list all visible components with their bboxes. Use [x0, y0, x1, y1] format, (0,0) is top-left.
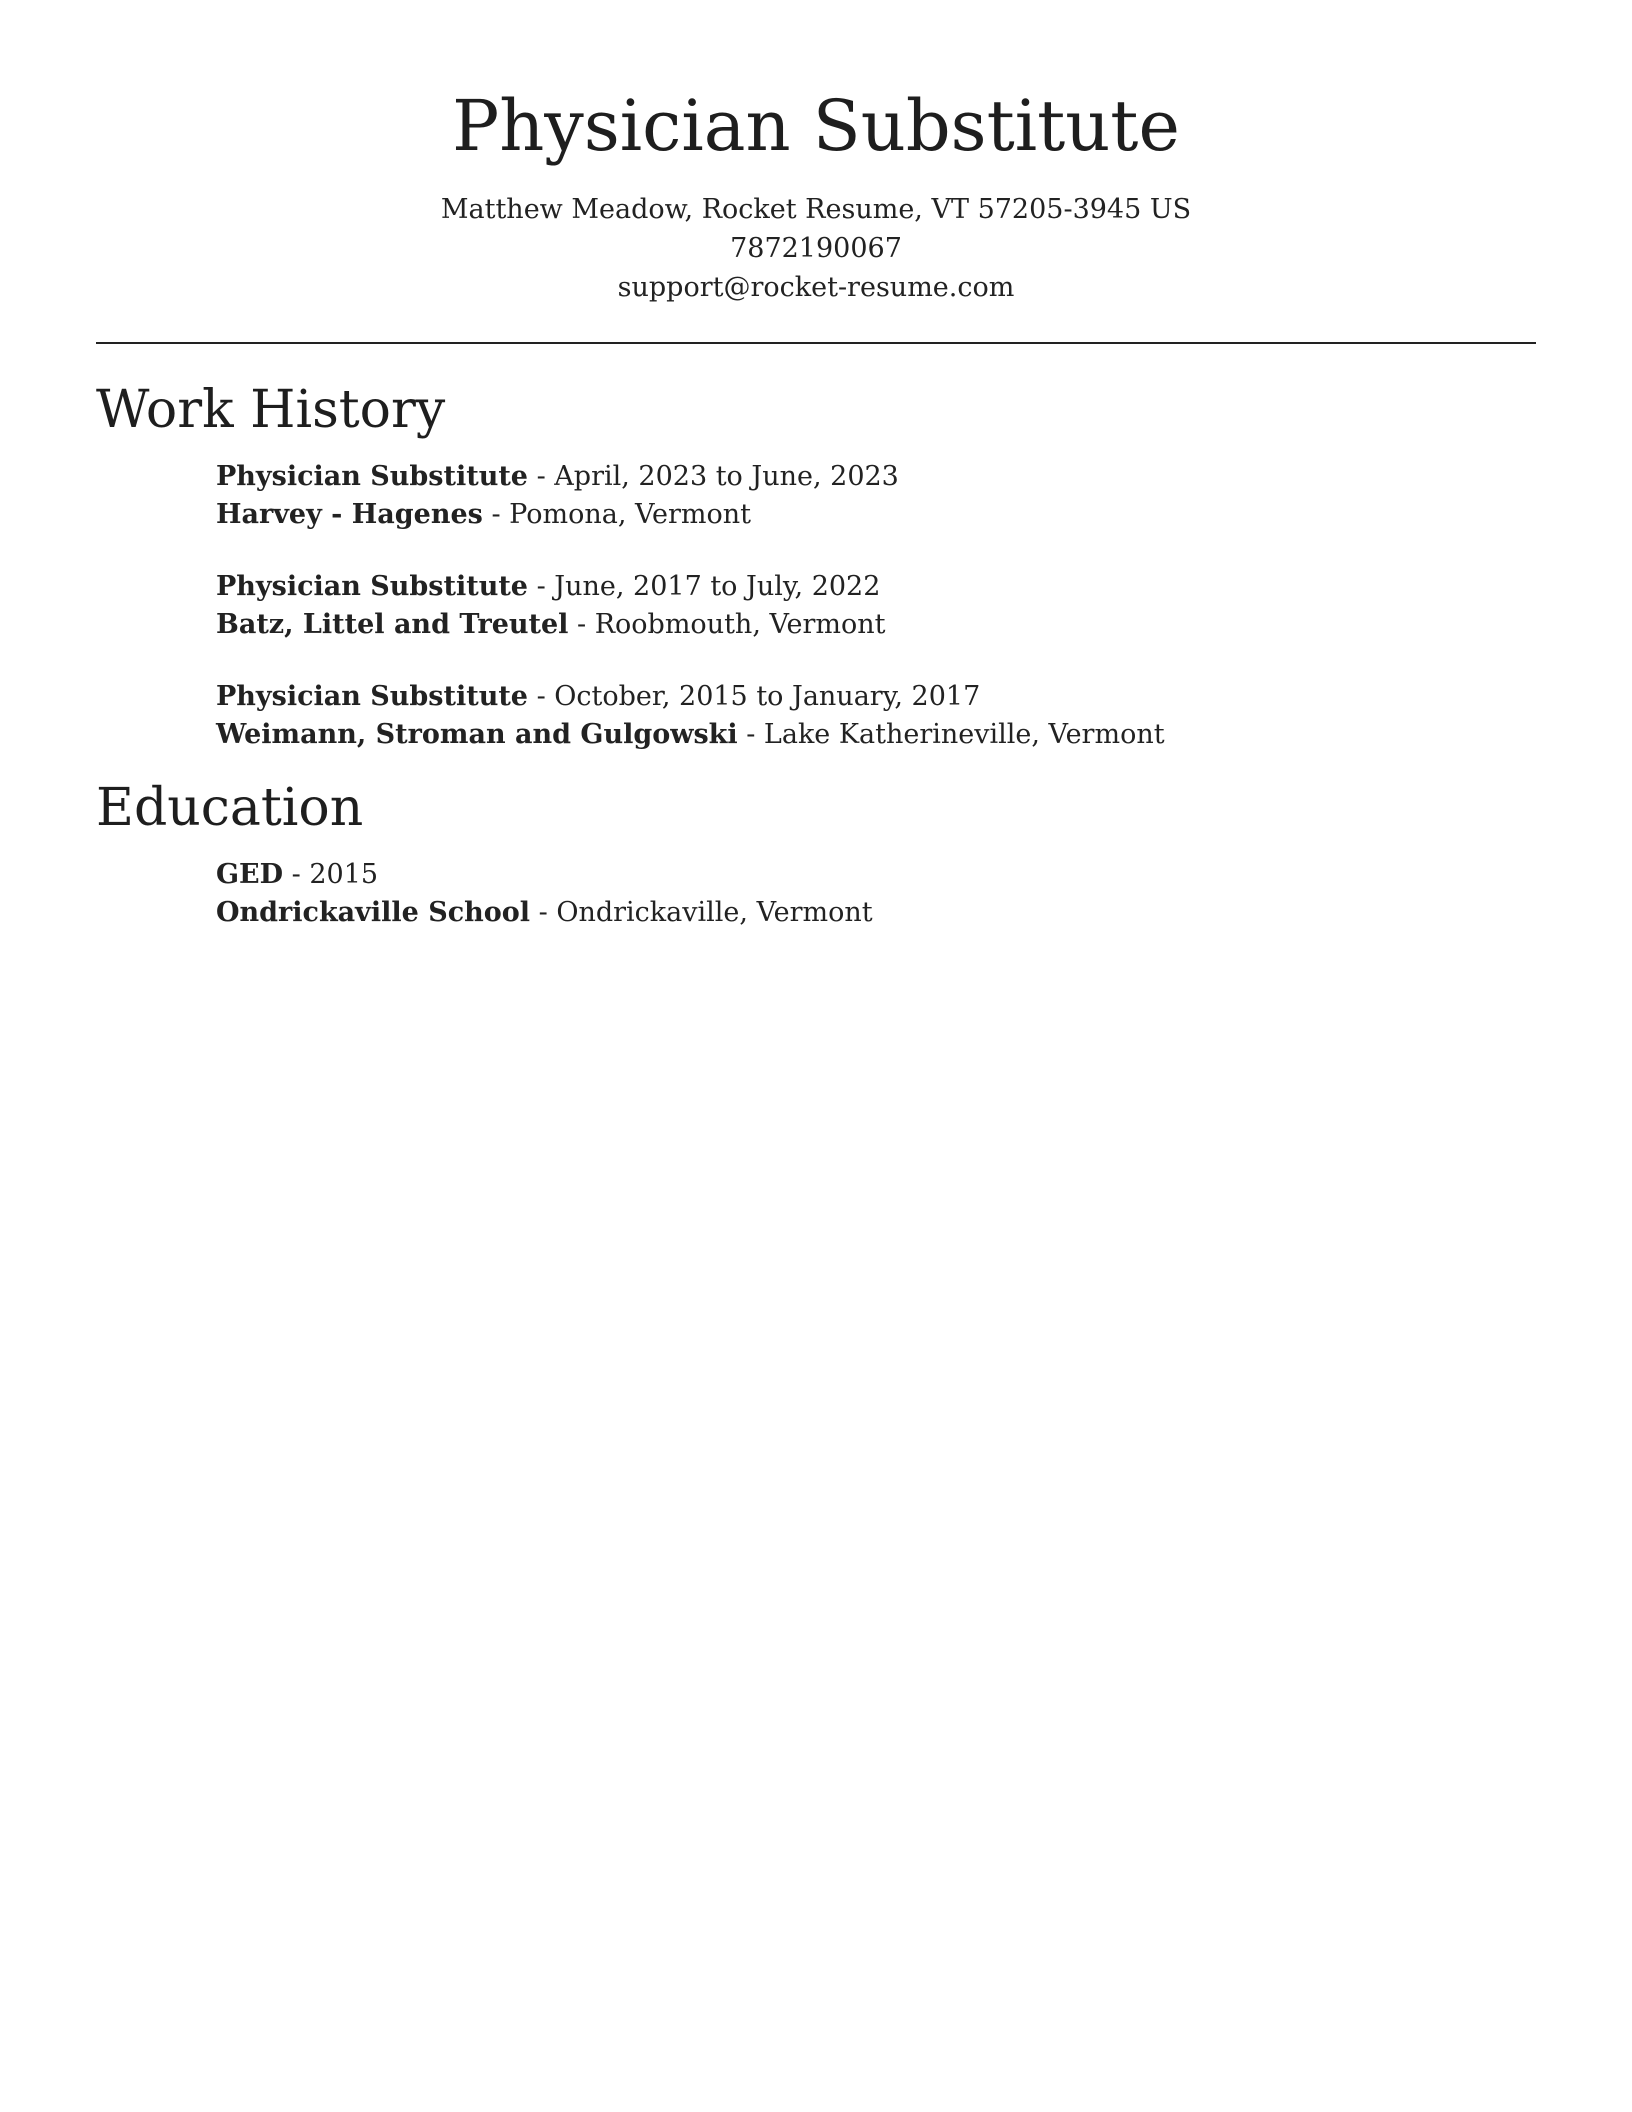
education-location: - Ondrickaville, Vermont	[530, 897, 873, 928]
education-school: Ondrickaville School	[216, 897, 531, 928]
work-entry-company-line	[216, 496, 1516, 534]
work-role: Physician Substitute	[216, 571, 528, 602]
work-entry-title-line	[216, 568, 1516, 606]
work-location: - Pomona, Vermont	[482, 499, 752, 530]
work-entry	[216, 458, 1516, 534]
education-year: - 2015	[283, 859, 379, 890]
work-dates: - April, 2023 to June, 2023	[528, 461, 899, 492]
work-company: Harvey - Hagenes	[216, 499, 483, 530]
contact-address: Matthew Meadow, Rocket Resume, VT 57205-3945 US	[440, 194, 1192, 225]
work-role: Physician Substitute	[216, 681, 528, 712]
work-dates: - October, 2015 to January, 2017	[528, 681, 981, 712]
education-list	[216, 856, 1516, 966]
contact-phone: 7872190067	[730, 233, 902, 264]
section-title-education: Education	[96, 778, 364, 838]
header-divider	[96, 342, 1536, 344]
resume-header	[96, 78, 1536, 307]
contact-email: support@rocket-resume.com	[617, 272, 1015, 303]
work-role: Physician Substitute	[216, 461, 528, 492]
resume-title: Physician Substitute	[452, 85, 1180, 167]
work-company: Weimann, Stroman and Gulgowski	[216, 719, 738, 750]
education-degree-line	[216, 856, 1516, 894]
section-title-work-history: Work History	[96, 380, 446, 440]
work-entry-title-line	[216, 458, 1516, 496]
work-dates: - June, 2017 to July, 2022	[528, 571, 881, 602]
work-entry	[216, 568, 1516, 644]
work-entry-company-line	[216, 716, 1516, 754]
work-location: - Roobmouth, Vermont	[568, 609, 886, 640]
work-location: - Lake Katherineville, Vermont	[737, 719, 1165, 750]
work-entry	[216, 678, 1516, 754]
education-entry	[216, 856, 1516, 932]
contact-block	[96, 190, 1536, 307]
work-history-list	[216, 458, 1516, 788]
work-entry-title-line	[216, 678, 1516, 716]
work-company: Batz, Littel and Treutel	[216, 609, 569, 640]
work-entry-company-line	[216, 606, 1516, 644]
education-school-line	[216, 894, 1516, 932]
education-degree: GED	[216, 859, 284, 890]
